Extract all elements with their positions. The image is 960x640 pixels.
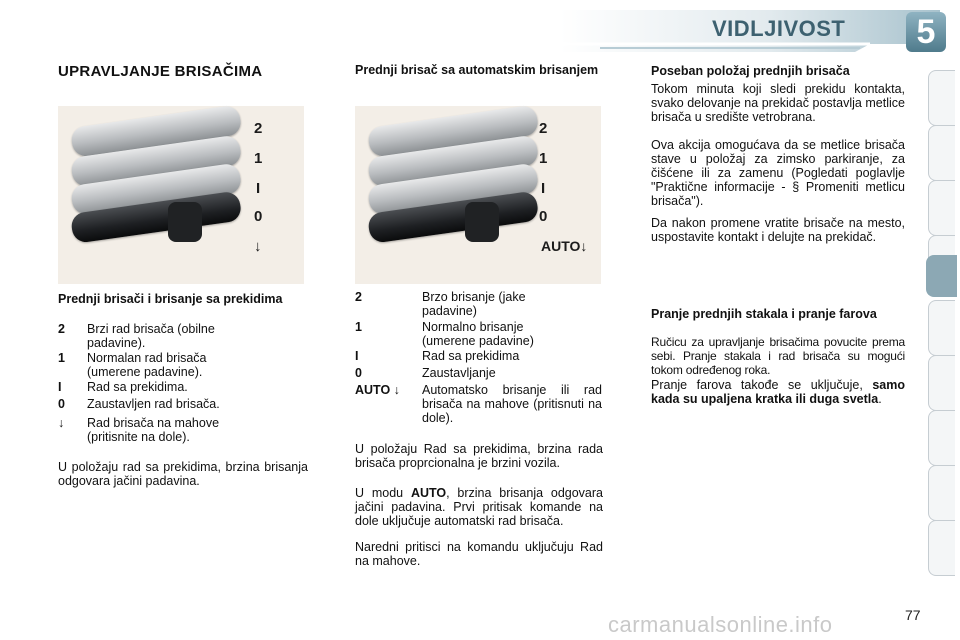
position-label-auto: AUTO↓ — [541, 238, 588, 254]
definition-item — [58, 397, 308, 413]
definition-key: I — [355, 349, 359, 363]
section-title: UPRAVLJANJE BRISAČIMA — [58, 63, 263, 80]
text-run: , brzina brisanja odgovara jačini padavina. Prvi pritisak komande na dole uključuje automatski rad brisača. — [355, 486, 603, 528]
chapter-number-badge: 5 — [906, 12, 946, 52]
position-label: 2 — [539, 120, 548, 137]
position-label: 0 — [254, 208, 263, 225]
definition-text: Zaustavljanje — [422, 366, 496, 380]
definition-item — [58, 380, 308, 396]
auto-mode-label: AUTO — [410, 486, 447, 500]
position-label: 1 — [254, 150, 263, 167]
text-run: . — [878, 392, 882, 406]
section-subtitle: Prednji brisač sa automatskim brisanjem — [355, 63, 599, 77]
thumb-tab[interactable] — [928, 465, 955, 521]
body-paragraph: Ova akcija omogućava da se metlice brisača stave u položaj za zimsko parkiranje, za čišćene ili za zamenu (Pogledati poglavlje "Praktične informacije - § Promeniti metlicu brisača"). — [651, 138, 905, 208]
definition-item — [58, 322, 308, 354]
wiper-stalk-photo — [58, 106, 304, 284]
definition-text: Rad sa prekidima — [422, 349, 520, 363]
definition-text: Brzo brisanje (jake padavine) — [422, 290, 526, 318]
page-number: 77 — [905, 607, 921, 623]
definition-text: Rad brisača na mahove (pritisnite na dole). — [87, 416, 220, 444]
position-label: 1 — [539, 150, 548, 167]
definition-item — [58, 416, 308, 448]
chapter-title: VIDLJIVOST — [712, 16, 846, 41]
definition-key: 1 — [58, 351, 65, 365]
thumb-tab[interactable] — [928, 70, 955, 126]
definition-item — [355, 349, 605, 365]
body-paragraph: U položaju Rad sa prekidima, brzina rada brisača proprcionalna je brzini vozila. — [355, 442, 603, 470]
thumb-tab[interactable] — [928, 125, 955, 181]
definition-key: 0 — [355, 366, 362, 380]
subsection-title: Prednji brisači i brisanje sa prekidima — [58, 292, 283, 306]
definition-key: 2 — [355, 290, 362, 304]
definition-text: Automatsko brisanje ili rad brisača na mahove (pritisnuti na dole). — [422, 383, 602, 425]
chapter-thumb-tabs — [928, 70, 960, 575]
body-paragraph: Ručicu za upravljanje brisačima povucite prema sebi. Pranje stakala i rad brisača su mogući tokom određenog roka. — [651, 335, 905, 377]
definition-text: Rad sa prekidima. — [87, 380, 188, 394]
auto-wiper-stalk-photo — [355, 106, 601, 284]
definition-item — [355, 290, 605, 322]
watermark-logo: carmanualsonline.info — [608, 612, 833, 637]
thumb-tab[interactable] — [928, 355, 955, 411]
body-paragraph: Naredni pritisci na komandu uključuju Rad na mahove. — [355, 540, 603, 568]
definition-key: 1 — [355, 320, 362, 334]
thumb-tab[interactable] — [928, 300, 955, 356]
body-paragraph — [355, 486, 603, 528]
subsection-title: Poseban položaj prednjih brisača — [651, 64, 850, 78]
thumb-tab-active[interactable] — [926, 255, 957, 297]
definition-text: Normalan rad brisača (umerene padavine). — [87, 351, 207, 379]
definition-text: Brzi rad brisača (obilne padavine). — [87, 322, 215, 350]
thumb-tab[interactable] — [928, 410, 955, 466]
definition-key: 2 — [58, 322, 65, 336]
subsection-title: Pranje prednjih stakala i pranje farova — [651, 307, 877, 321]
definition-key: 0 — [58, 397, 65, 411]
position-label: I — [256, 180, 261, 197]
body-paragraph: Da nakon promene vratite brisače na mesto, uspostavite kontakt i delujte na prekidač. — [651, 216, 905, 244]
text-run: Pranje farova takođe se uključuje, — [651, 378, 873, 392]
text-run: U modu — [355, 486, 411, 500]
definition-text: Normalno brisanje (umerene padavine) — [422, 320, 534, 348]
definition-item — [355, 383, 605, 429]
stalk-knob — [168, 202, 202, 242]
body-paragraph — [651, 378, 905, 406]
position-label: 0 — [539, 208, 548, 225]
definition-item — [58, 351, 308, 383]
definition-text: Zaustavljen rad brisača. — [87, 397, 220, 411]
emphasis-text: samo kada su upaljena kratka ili duga svetla — [651, 378, 905, 406]
body-paragraph: Tokom minuta koji sledi prekidu kontakta, svako delovanje na prekidač postavlja metlice brisača u središte vetrobrana. — [651, 82, 905, 124]
stalk-knob — [465, 202, 499, 242]
down-arrow-icon: ↓ — [58, 416, 65, 430]
definition-key: I — [58, 380, 62, 394]
position-label: 2 — [254, 120, 263, 137]
note-paragraph: U položaju rad sa prekidima, brzina brisanja odgovara jačini padavina. — [58, 460, 308, 488]
thumb-tab[interactable] — [928, 180, 955, 236]
definition-item — [355, 366, 605, 382]
position-label: I — [541, 180, 546, 197]
position-label: ↓ — [254, 238, 262, 255]
thumb-tab[interactable] — [928, 520, 955, 576]
definition-item — [355, 320, 605, 352]
definition-key-auto: AUTO ↓ — [355, 383, 400, 397]
